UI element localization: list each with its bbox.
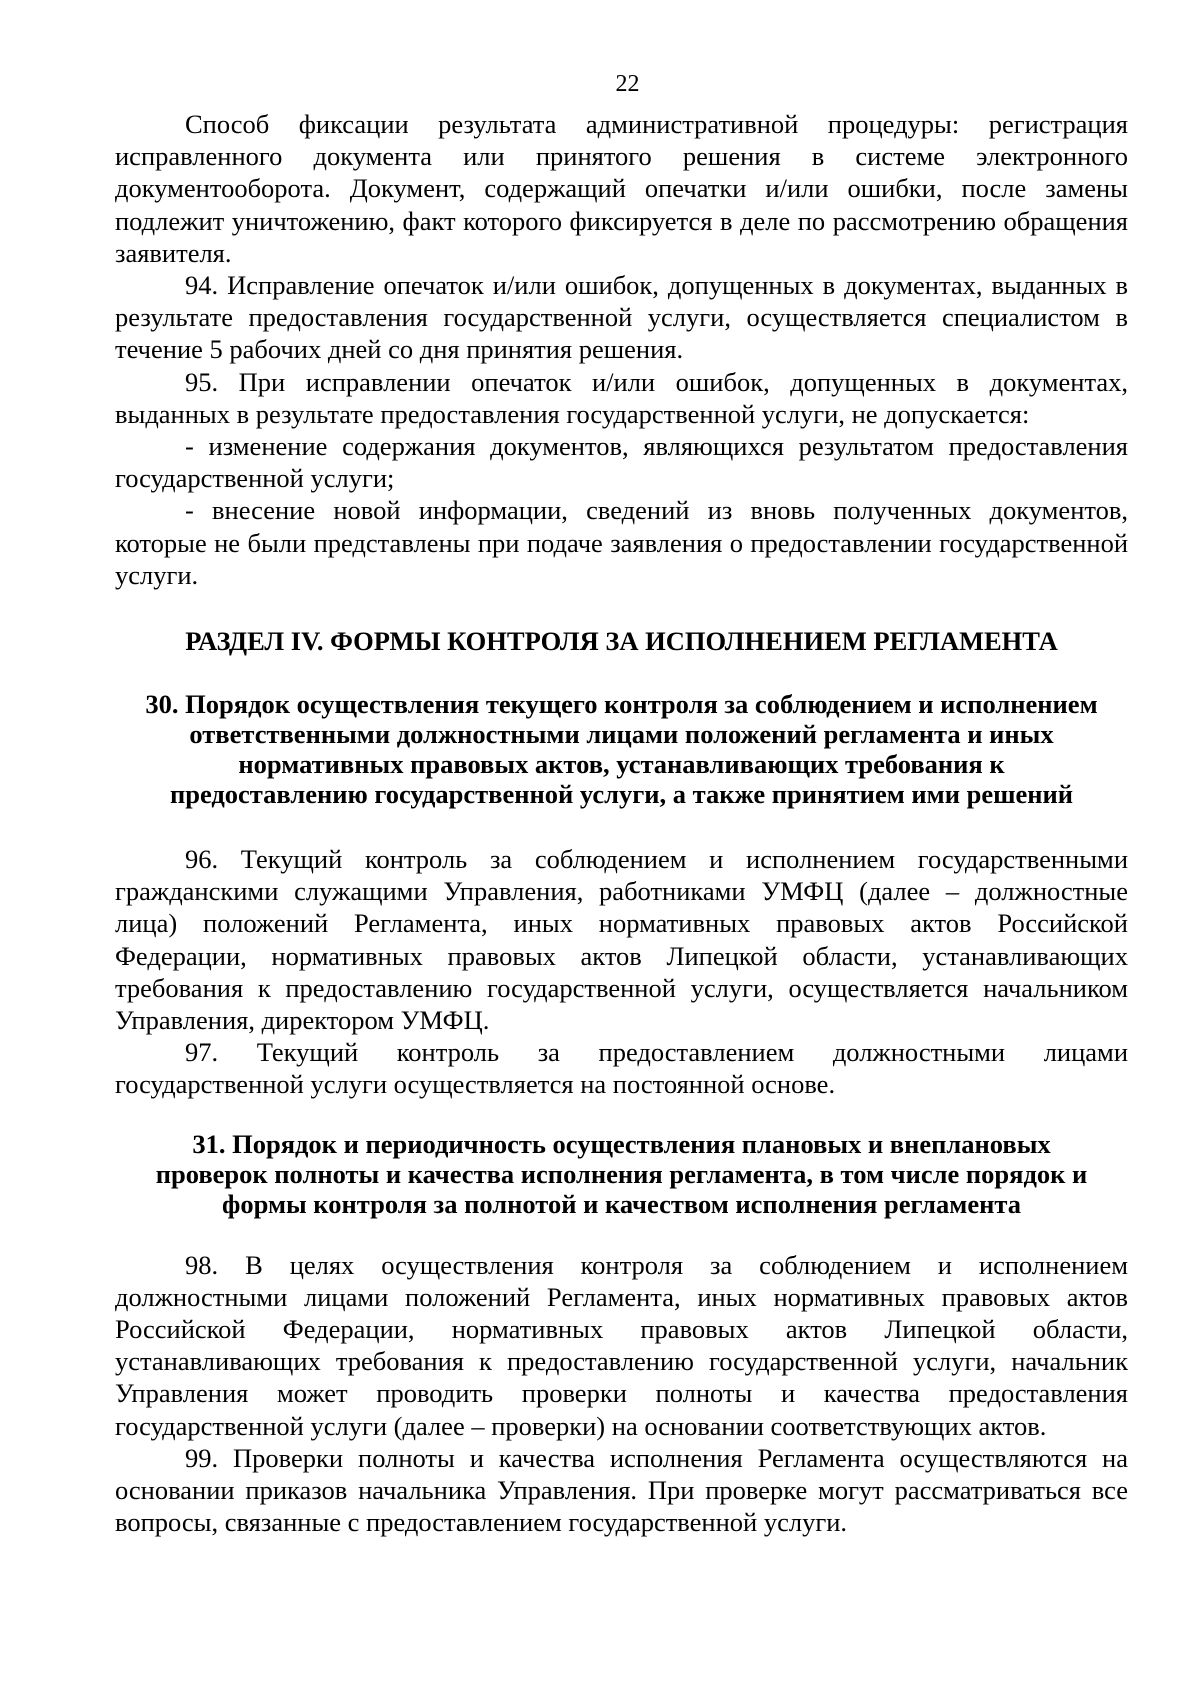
section-title: РАЗДЕЛ IV. ФОРМЫ КОНТРОЛЯ ЗА ИСПОЛНЕНИЕМ РЕГЛАМЕНТА: [185, 626, 1058, 657]
subsection-31-body: [115, 1249, 1128, 1539]
paragraph-96: 96. Текущий контроль за соблюдением и исполнением государственными гражданскими служащими Управления, работниками УМФЦ (далее – должностные лица) положений Регламента, иных нормативных правовых актов Российской Федерации, нормативных правовых актов Липецкой области, устанавливающих требования к предоставлению государственной услуги, осуществляется начальником Управления, директором УМФЦ.: [115, 844, 1128, 1036]
paragraph-99: 99. Проверки полноты и качества исполнения Регламента осуществляются на основании приказов начальника Управления. При проверке могут рассматриваться все вопросы, связанные с предоставлением государственной услуги.: [115, 1442, 1128, 1538]
subsection-30-title-line: нормативных правовых актов, устанавливающих требования к: [238, 749, 1005, 780]
page-number: 22: [615, 71, 640, 97]
subsection-31-title-line: формы контроля за полнотой и качеством исполнения регламента: [222, 1188, 1021, 1219]
subsection-30-title: [115, 689, 1128, 809]
paragraph-95: 95. При исправлении опечаток и/или ошибок, допущенных в документах, выданных в результате предоставления государственной услуги, не допускается:: [115, 366, 1128, 429]
subsection-30-body: [115, 843, 1128, 1101]
subsection-31-title: [115, 1129, 1128, 1219]
subsection-31-title-line: проверок полноты и качества исполнения регламента, в том числе порядок и: [155, 1158, 1088, 1189]
paragraph-fixation-method: Способ фиксации результата административной процедуры: регистрация исправленного документа или принятого решения в системе электронного документооборота. Документ, содержащий опечатки и/или ошибки, после замены подлежит уничтожению, факт которого фиксируется в деле по рассмотрению обращения заявителя.: [115, 109, 1128, 268]
subsection-30-title-line: ответственными должностными лицами положений регламента и иных: [189, 719, 1054, 750]
paragraph-94: 94. Исправление опечаток и/или ошибок, допущенных в документах, выданных в результате предоставления государственной услуги, осуществляется специалистом в течение 5 рабочих дней со дня принятия решения.: [115, 270, 1128, 365]
subsection-31-title-line: 31. Порядок и периодичность осуществления плановых и внеплановых: [192, 1128, 1051, 1159]
paragraph-98: 98. В целях осуществления контроля за соблюдением и исполнением должностными лицами положений Регламента, иных нормативных правовых актов Российской Федерации, нормативных правовых актов Липецкой области, устанавливающих требования к предоставлению государственной услуги, начальник Управления может проводить проверки полноты и качества предоставления государственной услуги (далее – проверки) на основании соответствующих актов.: [115, 1249, 1128, 1441]
paragraph-97: 97. Текущий контроль за предоставлением должностными лицами государственной услуги осуществляется на постоянной основе.: [115, 1037, 1128, 1100]
top-paragraphs: [115, 108, 1128, 591]
subsection-30-title-line: предоставлению государственной услуги, а также принятием ими решений: [169, 779, 1074, 810]
paragraph-95-item-1: - изменение содержания документов, являющихся результатом предоставления государственной услуги;: [115, 431, 1128, 494]
subsection-30-title-line: 30. Порядок осуществления текущего контроля за соблюдением и исполнением: [145, 689, 1098, 720]
paragraph-95-item-2: - внесение новой информации, сведений из вновь полученных документов, которые не были представлены при подаче заявления о предоставлении государственной услуги.: [115, 495, 1128, 590]
